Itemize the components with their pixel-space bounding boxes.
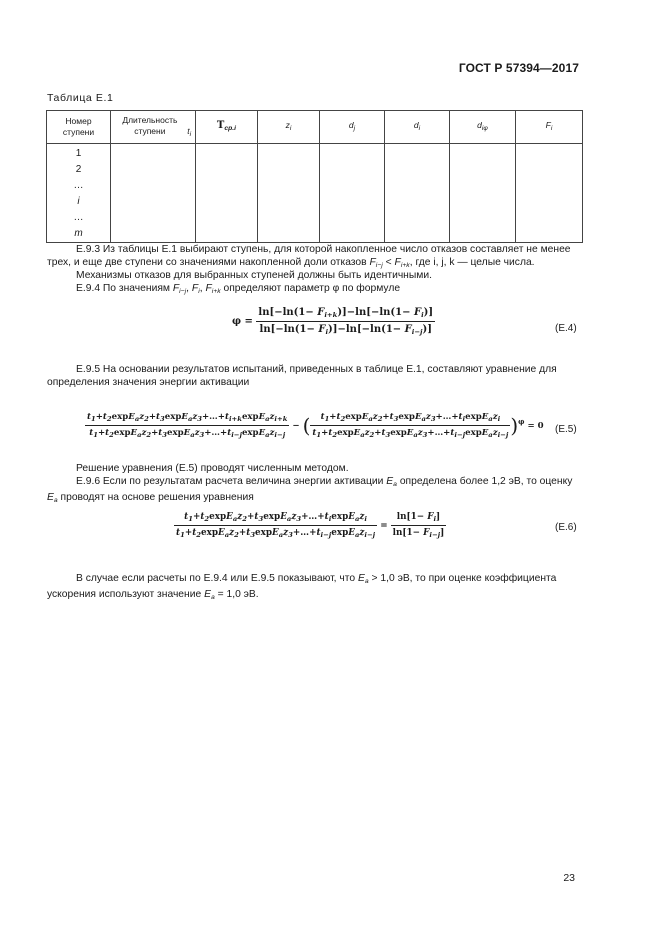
table-cell — [385, 144, 450, 243]
table-cell — [320, 144, 385, 243]
equation-e5: $\frac{t_1+t_2\exp E_az_2+t_3\exp E_az_3+\dots+t_{i+k}\exp E_az_{i+k}}{t_1+t_2\exp E_az_2+t_3\exp E_az_3+\dots+t_{i-j}\exp E_az_{i-j}}$ − ( $\frac{t_1+t_2\exp E_az_2+t_3\exp E_az_3+\dots+t_i\exp E_az_i}{t_1+t_2\exp E_az_2+t_3\exp E_az_3+\dots+t_{i-j}\exp E_az_{i-j}}$ )$^\varphi$ = 0 — [87, 412, 544, 439]
table-row: … — [73, 212, 84, 223]
table-cell — [258, 144, 320, 243]
col-header-step-duration: Длительность ступени $t_i$ — [111, 111, 196, 144]
table-caption: Таблица Е.1 — [47, 92, 114, 104]
equation-number-e4: (Е.4) — [555, 323, 577, 334]
table-row: i — [77, 196, 80, 207]
col-header-t-mean: $Т_{ср.i}$ — [196, 111, 258, 144]
table-cell — [516, 144, 583, 243]
table-row: 1 — [75, 148, 82, 159]
col-header-f: $F_i$ — [516, 111, 583, 144]
col-header-dj: $d_j$ — [320, 111, 385, 144]
paragraph-e94: Е.9.4 По значениям $F_{i-j}$, $F_i$, $F_{i+k}$ определяют параметр φ по формуле — [76, 283, 401, 295]
table-cell — [450, 144, 516, 243]
table-cell — [111, 144, 196, 243]
col-header-step-number: Номер ступени — [47, 111, 111, 144]
paragraph-e95: Е.9.5 На основании результатов испытаний, приведенных в таблице Е.1, составляют уравнение для определения значения энергии активации — [47, 364, 557, 388]
col-header-di: $d_i$ — [385, 111, 450, 144]
paragraph-e93: Е.9.3 Из таблицы Е.1 выбирают ступень, для которой накопленное число отказов составляет не менее трех, и еще две ступени со значениями накопленной доли отказов $F_{i-j} < F_{i+k}$, где i, j, k — целые числа. — [47, 244, 571, 269]
table-row: … — [73, 180, 84, 191]
equation-e4: φ = $\frac{\ln[-\ln(1- F_{i+k})]-\ln[-\ln(1- F_i)]}{\ln[-\ln(1- F_i)]-\ln[-\ln(1- F_{i-j})]}$ — [232, 307, 434, 336]
standard-number: ГОСТ Р 57394—2017 — [458, 61, 579, 75]
col-header-diphi: $d_{i\varphi}$ — [450, 111, 516, 144]
table-row: m — [74, 228, 83, 239]
paragraph-mechanisms: Механизмы отказов для выбранных ступеней должны быть идентичными. — [76, 270, 432, 281]
data-table — [46, 110, 583, 243]
equation-number-e6: (Е.6) — [555, 522, 577, 533]
equation-number-e5: (Е.5) — [555, 424, 577, 435]
equation-e6: $\frac{t_1+t_2\exp E_az_2+t_3\exp E_az_3+\dots+t_i\exp E_az_i}{t_1+t_2\exp E_az_2+t_3\exp E_az_3+\dots+t_{i-j}\exp E_az_{i-j}}$ = $\frac{\ln[1- F_i]}{\ln[1- F_{i-j}]}$ — [176, 512, 445, 539]
page-number: 23 — [563, 872, 575, 884]
paragraph-numerical: Решение уравнения (Е.5) проводят численным методом. — [76, 463, 349, 474]
paragraph-e96: Е.9.6 Если по результатам расчета величина энергии активации $E_a$ определена более 1,2 эВ, то оценку $E_a$ проводят на основе решения уравнения — [47, 476, 573, 504]
table-cell — [196, 144, 258, 243]
step-number-cell — [47, 144, 111, 243]
table-row: 2 — [75, 164, 82, 175]
paragraph-conclusion: В случае если расчеты по Е.9.4 или Е.9.5 показывают, что $E_a > 1,0$ эВ, то при оценке коэффициента ускорения используют значение $E_a = 1,0$ эВ. — [47, 573, 557, 601]
col-header-z: $z_i$ — [258, 111, 320, 144]
